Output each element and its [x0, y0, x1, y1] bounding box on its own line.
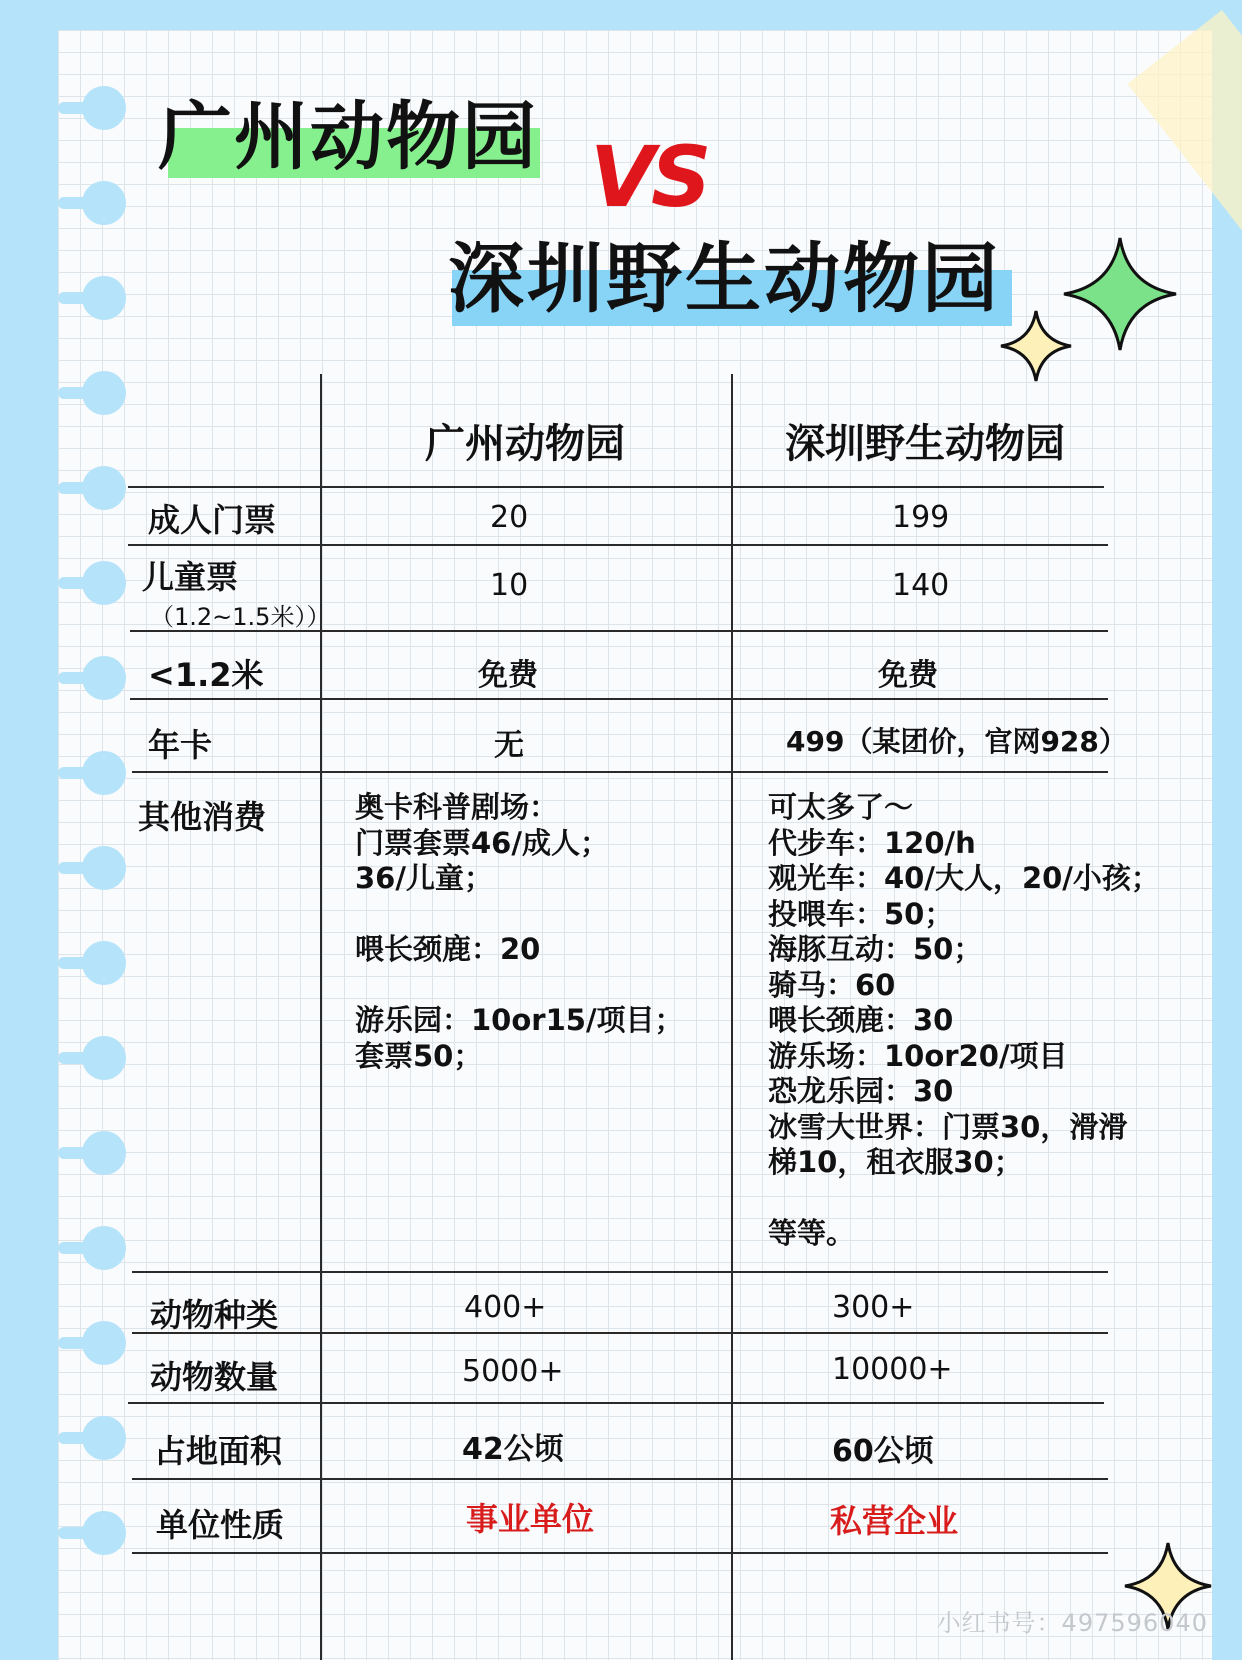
cell-sz-nature: 私营企业 [830, 1502, 959, 1540]
row-line [128, 486, 1104, 488]
binder-ring [82, 371, 126, 415]
cell-sz-species: 300+ [832, 1290, 915, 1325]
cell-gz-annual: 无 [494, 728, 524, 763]
binder-ring [82, 561, 126, 605]
cell-sz-annual: 499（某团价，官网928） [786, 725, 1127, 758]
row-label-adult: 成人门票 [148, 501, 277, 539]
row-label-other: 其他消费 [138, 798, 267, 836]
row-label-species: 动物种类 [150, 1296, 279, 1334]
binder-ring [82, 846, 126, 890]
binder-ring [82, 466, 126, 510]
binder-ring [82, 1036, 126, 1080]
row-line [130, 698, 1108, 700]
row-label-under: <1.2米 [148, 656, 264, 694]
table-divider-1 [320, 374, 322, 1660]
binder-ring [82, 1226, 126, 1270]
cell-gz-other: 奥卡科普剧场： 门票套票46/成人； 36/儿童； 喂长颈鹿：20 游乐园：10or15/项目； 套票50； [355, 790, 684, 1073]
table-divider-2 [731, 374, 733, 1660]
binder-ring [82, 276, 126, 320]
row-line [128, 1402, 1104, 1404]
row-label-annual: 年卡 [148, 726, 213, 764]
row-label-child-sub: （1.2~1.5米）） [150, 603, 331, 631]
cell-sz-count: 10000+ [832, 1352, 953, 1387]
cell-gz-nature: 事业单位 [466, 1500, 595, 1538]
binder-ring [82, 1416, 126, 1460]
row-label-count: 动物数量 [150, 1358, 279, 1396]
binder-ring [82, 1321, 126, 1365]
cell-gz-under: 免费 [478, 658, 538, 693]
row-line [132, 1552, 1108, 1554]
binder-ring [82, 751, 126, 795]
binder-ring [82, 1131, 126, 1175]
col-header-gz: 广州动物园 [425, 421, 625, 467]
title-vs: VS [590, 128, 708, 226]
binder-ring [82, 86, 126, 130]
cell-sz-under: 免费 [878, 658, 938, 693]
binder-ring [82, 181, 126, 225]
cell-sz-other: 可太多了～ 代步车：120/h 观光车：40/大人，20/小孩； 投喂车：50； 海豚互动：50； 骑马：60 喂长颈鹿：30 游乐场：10or20/项目 恐龙乐园：30 冰雪大世界：门票30，滑滑 梯10，租衣服30； 等等。 [768, 790, 1160, 1250]
cell-gz-species: 400+ [464, 1290, 547, 1325]
row-label-area: 占地面积 [154, 1432, 283, 1470]
row-line [132, 1332, 1108, 1334]
cell-gz-count: 5000+ [462, 1354, 564, 1389]
row-line [132, 771, 1108, 773]
binder-ring [82, 1511, 126, 1555]
title-right: 深圳野生动物园 [448, 234, 1001, 323]
row-line [132, 1271, 1108, 1273]
cell-sz-area: 60公顷 [832, 1434, 934, 1469]
title-left: 广州动物园 [158, 94, 538, 180]
green-sparkle-icon [1060, 234, 1180, 354]
cell-gz-area: 42公顷 [462, 1432, 564, 1467]
cell-sz-adult: 199 [892, 500, 950, 535]
row-label-child: 儿童票 [142, 558, 239, 596]
cell-gz-adult: 20 [490, 500, 529, 535]
cell-gz-child: 10 [490, 568, 529, 603]
row-line [128, 544, 1108, 546]
row-label-nature: 单位性质 [156, 1506, 285, 1544]
binder-ring [82, 656, 126, 700]
col-header-sz: 深圳野生动物园 [785, 421, 1065, 467]
watermark: 小红书号：497596040 [936, 1609, 1208, 1637]
row-line [132, 1478, 1108, 1480]
binder-ring [82, 941, 126, 985]
cell-sz-child: 140 [892, 568, 950, 603]
